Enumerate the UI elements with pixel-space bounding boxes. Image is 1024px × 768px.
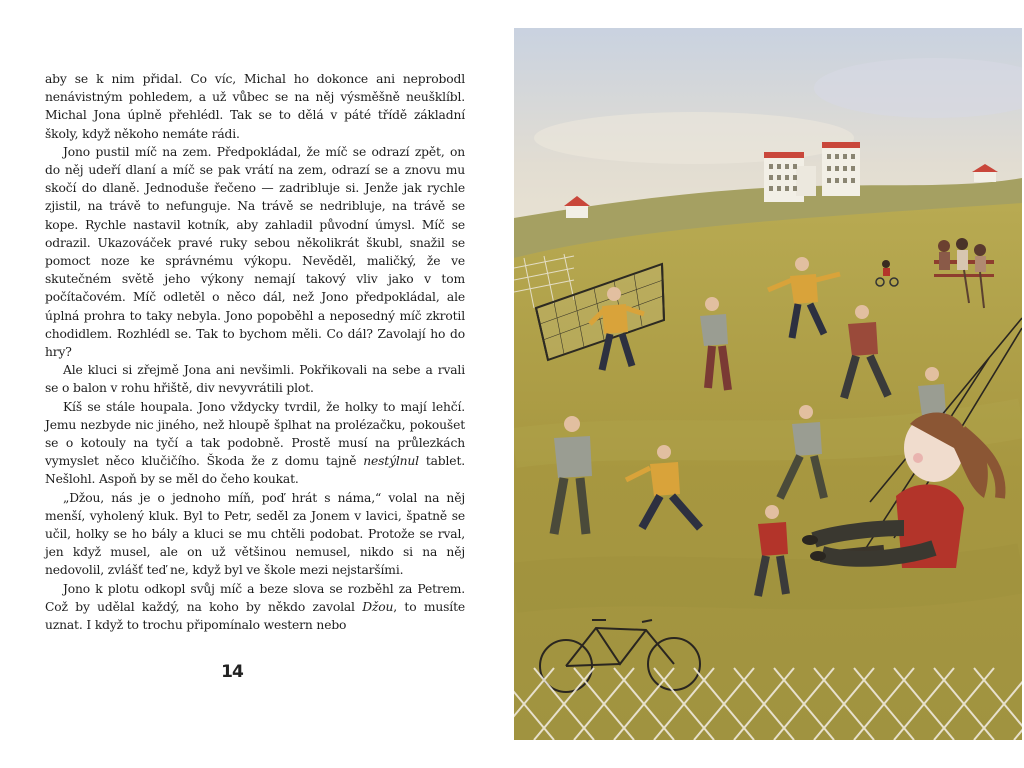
paragraph-3: Ale kluci si zřejmě Jona ani nevšimli. Pokřikovali na sebe a rvali se o balon v rohu hřiště, div nevyvrátili plot. — [45, 363, 465, 396]
playground-football-swing-illustration-icon — [514, 28, 1022, 740]
italic-word-dzou: Džou — [362, 599, 394, 614]
page-number: 14 — [221, 662, 243, 682]
italic-word-nestylnul: nestýlnul — [363, 454, 419, 469]
right-page — [512, 0, 1024, 768]
paragraph-5: „Džou, nás je o jednoho míň, poď hrát s náma,“ volal na něj menší, vyholený kluk. Byl to Petr, seděl za Jonem v lavici, špatně se učil, holky se ho bály a kluci se mu chtěli podobat. Protože se rval, jen když musel, ale on už většinou nemusel, nikdo si na něj nedovolil, zvlášť teď ne, když byl ve škole mezi nejstaršími. — [45, 490, 465, 578]
story-text — [45, 70, 465, 634]
paragraph-2: Jono pustil míč na zem. Předpokládal, že míč se odrazí zpět, on do něj udeří dlaní a míč se pak vrátí na zem, odrazí se a znovu mu skočí do dlaně. Jednoduše řečeno — zadribluje si. Jenže jak rychle zjistil, na trávě to nefunguje. Na trávě se nedribluje, na trávě se kope. Rychle nastavil kotník, aby zahladil původní úmysl. Míč se odrazil. Ukazováček pravé ruky sebou několikrát škubl, snažil se pomoct noze ke správnému výkopu. Nevěděl, maličký, že ve skutečném světě jeho výkony nemají takový vliv jako v tom počítačovém. Míč odletěl o něco dál, než Jono předpokládal, ale úplná prohra to taky nebyla. Jono popoběhl a neposedný míč zkrotil chodidlem. Rozhlédl se. Tak to bychom měli. Co dál? Zavolají ho do hry? — [45, 144, 465, 360]
paragraph-4: Kíš se stále houpala. Jono vždycky tvrdil, že holky to mají lehčí. Jemu nezbyde nic jiného, než hloupě šplhat na prolézačku, pokoušet se o kotouly na tyčí a tak podobně. Prostě musí na průlezkách vymyslet něco klučičího. Škoda že z domu tajně nestýlnul tablet. Nešlohl. Aspoň by se měl do čeho koukat. — [45, 399, 465, 487]
paragraph-1: aby se k nim přidal. Co víc, Michal ho dokonce ani neprobodl nenávistným pohledem, a už vůbec se na něj výsměšně neušklíbl. Michal Jona úplně přehlédl. Tak se to dělá v páté třídě základní školy, když někoho nemáte rádi. — [45, 72, 465, 141]
paragraph-6: Jono k plotu odkopl svůj míč a beze slova se rozběhl za Petrem. Což by udělal každý, na koho by někdo zavolal Džou, to musíte uznat. I když to trochu připomínalo western nebo — [45, 581, 465, 633]
